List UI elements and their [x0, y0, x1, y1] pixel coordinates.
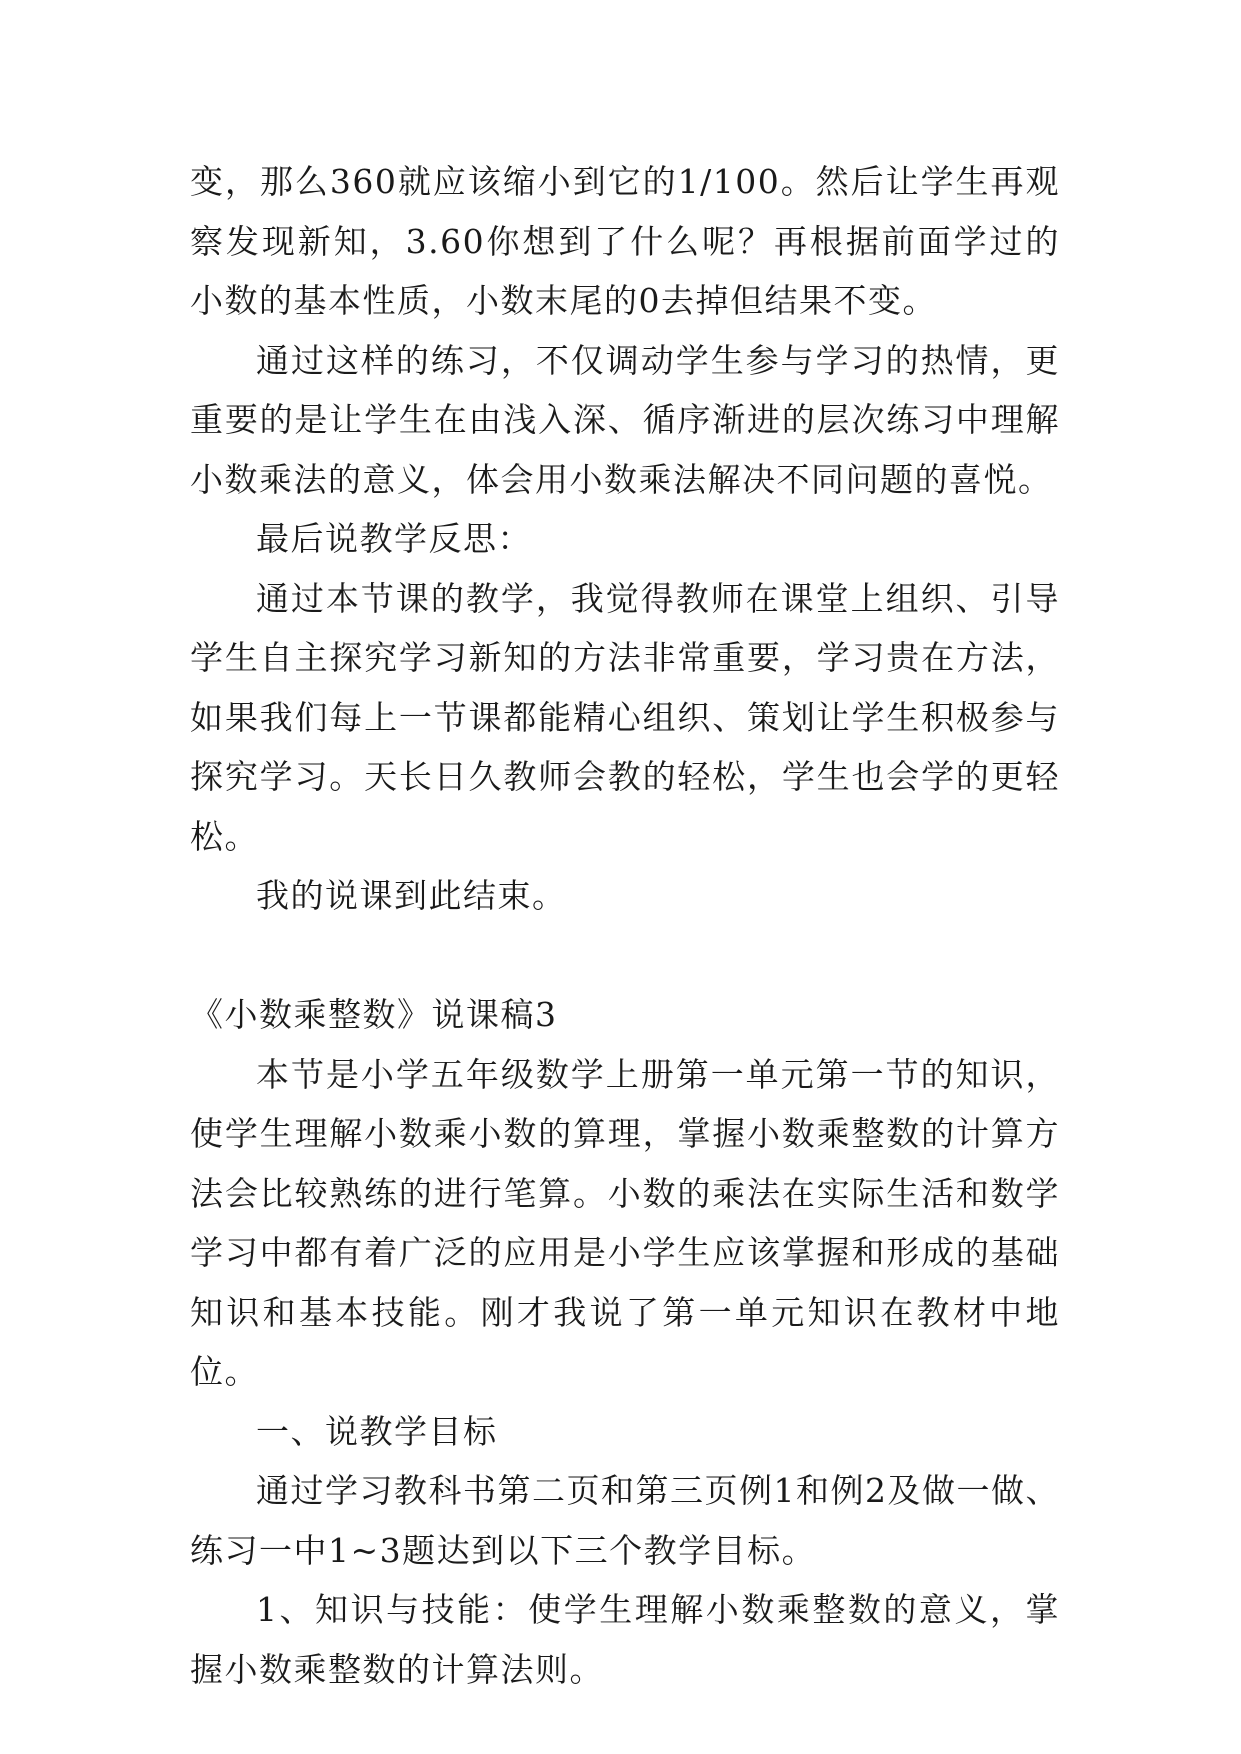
- paragraph-reflection: 通过本节课的教学，我觉得教师在课堂上组织、引导学生自主探究学习新知的方法非常重要，学习贵在方法，如果我们每上一节课都能精心组织、策划让学生积极参与探究学习。天长日久教师会教的轻松，学生也会学的更轻松。: [190, 578, 1060, 856]
- paragraph-objectives-heading: 一、说教学目标: [256, 1411, 498, 1451]
- paragraph-objectives: 通过学习教科书第二页和第三页例1和例2及做一做、练习一中1~3题达到以下三个教学目标。: [190, 1471, 1060, 1570]
- paragraph-knowledge-skills: 1、知识与技能：使学生理解小数乘整数的意义，掌握小数乘整数的计算法则。: [190, 1590, 1060, 1689]
- section-spacer: [190, 926, 1060, 986]
- section-title: 《小数乘整数》说课稿3: [190, 995, 558, 1034]
- paragraph-reflection-heading: 最后说教学反思：: [256, 519, 532, 558]
- document-body: [190, 152, 1060, 1699]
- paragraph-practice-purpose: 通过这样的练习，不仅调动学生参与学习的热情，更重要的是让学生在由浅入深、循序渐进的层次练习中理解小数乘法的意义，体会用小数乘法解决不同问题的喜悦。: [190, 340, 1060, 499]
- paragraph-closing: 我的说课到此结束。: [256, 876, 567, 915]
- paragraph-continuation: 变，那么360就应该缩小到它的1/100。然后让学生再观察发现新知，3.60你想到了什么呢？再根据前面学过的小数的基本性质，小数末尾的0去掉但结果不变。: [190, 162, 1060, 320]
- paragraph-intro: 本节是小学五年级数学上册第一单元第一节的知识，使学生理解小数乘小数的算理，掌握小数乘整数的计算方法会比较熟练的进行笔算。小数的乘法在实际生活和数学学习中都有着广泛的应用是小学生应该掌握和形成的基础知识和基本技能。刚才我说了第一单元知识在教材中地位。: [190, 1054, 1060, 1391]
